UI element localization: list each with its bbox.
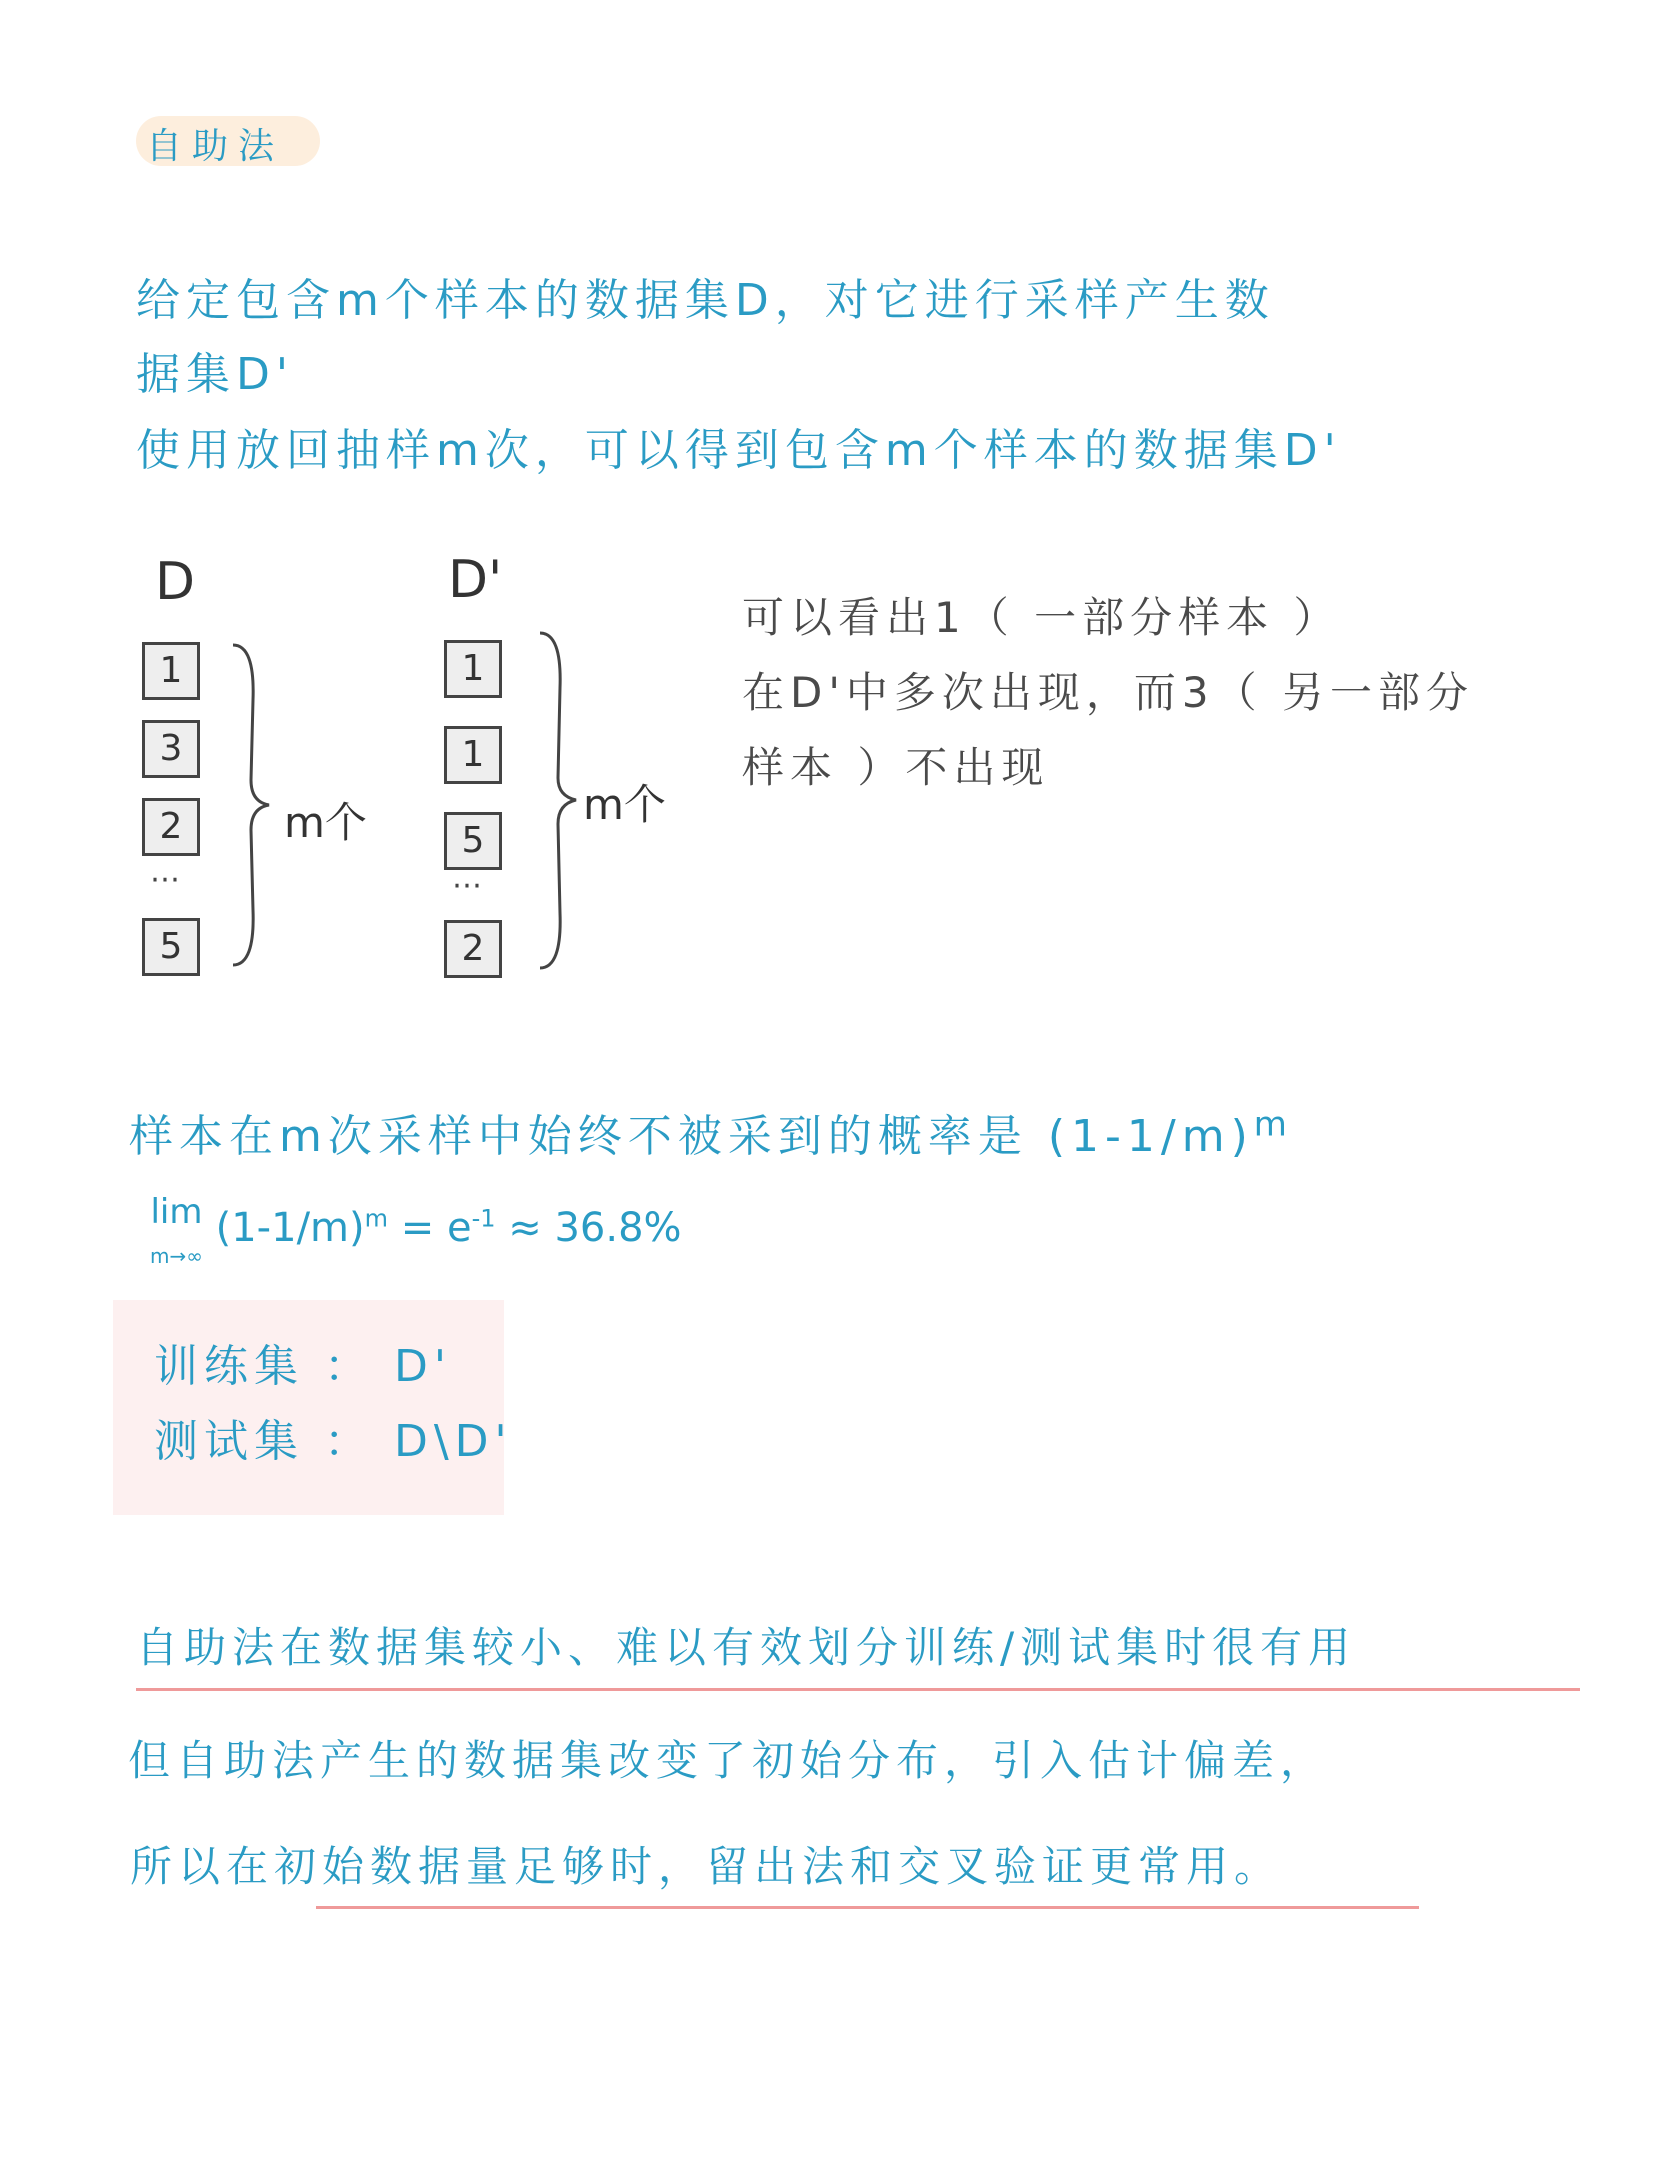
sample-box: 2 xyxy=(142,798,200,856)
set-d-count: m个 xyxy=(284,798,367,847)
conclusion-line-3: 所以在初始数据量足够时，留出法和交叉验证更常用。 xyxy=(130,1842,1283,1891)
underline xyxy=(136,1688,1580,1691)
ellipsis: ⋯ xyxy=(452,868,484,903)
probability-text: 样本在m次采样中始终不被采到的概率是 (1-1/m) xyxy=(129,1111,1254,1162)
sample-box: 1 xyxy=(444,726,502,784)
sample-box: 2 xyxy=(444,920,502,978)
sample-box: 3 xyxy=(142,720,200,778)
train-set-label: 训练集 ： D' xyxy=(154,1341,452,1392)
probability-statement xyxy=(129,1100,1293,1164)
note-line-3: 样本 ）不出现 xyxy=(742,743,1050,792)
set-d-label: D xyxy=(155,552,196,612)
sample-box: 1 xyxy=(142,642,200,700)
intro-line-2: 据集D' xyxy=(136,349,294,400)
conclusion-line-2: 但自助法产生的数据集改变了初始分布，引入估计偏差， xyxy=(128,1736,1329,1785)
sample-box: 5 xyxy=(142,918,200,976)
limit-result: = e xyxy=(400,1205,472,1251)
limit-result-exponent: -1 xyxy=(471,1204,496,1233)
limit-formula xyxy=(150,1190,682,1270)
intro-line-1: 给定包含m个样本的数据集D，对它进行采样产生数 xyxy=(136,275,1275,326)
set-d-prime-count: m个 xyxy=(583,780,666,829)
brace-icon xyxy=(532,628,582,973)
brace-icon xyxy=(225,640,275,970)
conclusion-line-1: 自助法在数据集较小、难以有效划分训练/测试集时很有用 xyxy=(136,1623,1357,1672)
test-set-label: 测试集 ： D\D' xyxy=(154,1416,513,1467)
page-title: 自助法 xyxy=(146,126,285,167)
limit-exponent: m xyxy=(364,1204,388,1233)
note-line-1: 可以看出1（ 一部分样本 ） xyxy=(742,593,1342,642)
limit-subscript: m→∞ xyxy=(150,1244,203,1268)
intro-line-3: 使用放回抽样m次，可以得到包含m个样本的数据集D' xyxy=(136,425,1342,476)
sample-box: 5 xyxy=(444,812,502,870)
note-line-2: 在D'中多次出现，而3（ 另一部分 xyxy=(742,668,1474,717)
limit-expression: (1-1/m) xyxy=(215,1205,365,1251)
ellipsis: ⋯ xyxy=(150,862,182,897)
limit-value: ≈ 36.8% xyxy=(508,1205,682,1251)
sample-box: 1 xyxy=(444,640,502,698)
underline xyxy=(316,1906,1419,1909)
set-d-prime-label: D' xyxy=(448,550,503,610)
limit-label: lim xyxy=(150,1192,203,1232)
probability-exponent: m xyxy=(1253,1104,1293,1145)
